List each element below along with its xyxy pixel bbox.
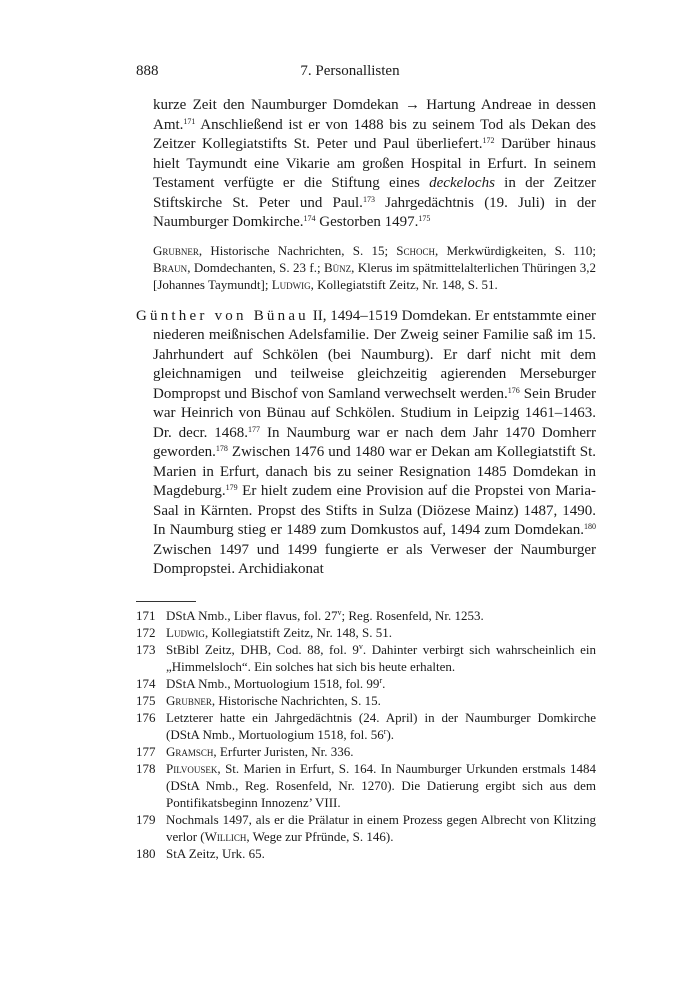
footnote-separator xyxy=(136,601,196,602)
footnote: 180 StA Zeitz, Urk. 65. xyxy=(136,846,265,861)
footnote: 171 DStA Nmb., Liber flavus, fol. 27$^v$; Reg. Rosenfeld, Nr. 1253. xyxy=(136,608,484,623)
footnote-ref[interactable]: 179 xyxy=(225,483,238,492)
footnote: 178 Pilvousek, St. Marien in Erfurt, S. 164. In Naumburger Urkunden erstmals 1484 (DStA Nmb., Reg. Rosenfeld, Nr. 1270). Die Datierung ergibt sich aus dem Pontifikatsbeginn Innozenz’ VIII. xyxy=(136,761,596,810)
footnote: 177 Gramsch, Erfurter Juristen, Nr. 336. xyxy=(136,744,354,759)
footnote-ref[interactable]: 178 xyxy=(215,444,228,453)
bibliography-note: Grubner, Historische Nachrichten, S. 15; Schoch, Merkwürdigkeiten, S. 110; Braun, Domdechanten, S. 23 f.; Bünz, Klerus im spätmittelalterlichen Thüringen 3,2 [Johannes Taymundt]; Ludwig, Kollegiatstift Zeitz, Nr. 148, S. 51. xyxy=(153,242,596,292)
footnote: 179 Nochmals 1497, als er die Prälatur in einem Prozess gegen Albrecht von Klitzing verlor (Willich, Wege zur Pfründe, S. 146). xyxy=(136,812,596,844)
entry-name: Günther von Bünau xyxy=(136,307,309,324)
footnote-ref[interactable]: 177 xyxy=(248,424,261,434)
footnote: 176 Letzterer hatte ein Jahrgedächtnis (24. April) in der Naumburger Domkirche (DStA Nmb., Mortuologium 1518, fol. 56$^r$). xyxy=(136,710,596,742)
footnotes xyxy=(136,607,596,862)
page-number: 888 xyxy=(136,63,159,79)
footnote: 174 DStA Nmb., Mortuologium 1518, fol. 99$^r$. xyxy=(136,676,386,691)
cross-reference-arrow-icon: → xyxy=(404,97,420,113)
footnote-ref[interactable]: 173 xyxy=(362,194,375,204)
biography-entry: Günther von Bünau II, 1494–1519 Domdekan. Er entstammte einer niederen meißnischen Adelsfamilie. Der Zweig seiner Familie saß im 15. Jahrhundert auf Schkölen (bei Naumburg). Er darf nicht mit dem gleichnamigen und teilweise gleichzeitig agierenden Merseburger Dompropst und Bischof von Samland verwechselt werden.$^{176}$ Sein Bruder war Heinrich von Bünau auf Schkölen. Studium in Leipzig 1461–1463. Dr. decr. 1468.$^{177}$ In Naumburg war er nach dem Jahr 1470 Domherr geworden.$^{178}$ Zwischen 1476 und 1480 war er Dekan am Kollegiatstift St. Marien in Erfurt, danach bis zu seiner Resignation 1485 Domdekan in Magdeburg.$^{179}$ Er hielt zudem eine Provision auf die Propstei von Maria-Saal in Kärnten. Propst des Stifts in Sulza (Diözese Mainz) 1487, 1490. In Naumburg stieg er 1489 zum Domkustos auf, 1494 zum Domdekan.$^{180}$ Zwischen 1497 und 1499 fungierte er als Verweser der Naumburger Dompropstei. Archidiakonat xyxy=(136,307,596,577)
footnote-ref[interactable]: 174 xyxy=(303,214,316,223)
footnote: 175 Grubner, Historische Nachrichten, S. 15. xyxy=(136,693,381,708)
paragraph-continuation: kurze Zeit den Naumburger Domdekan → Hartung Andreae in dessen Amt.$^{171}$ Anschließend ist er von 1488 bis zu seinem Tod als Dekan des Zeitzer Kollegiatstifts St. Peter und Paul überliefert.$^{172}$ Darüber hinaus hielt Taymundt eine Vikarie am großen Hospital in Erfurt. In seinem Testament verfügte er die Stiftung eines deckelochs in der Zeitzer Stiftskirche St. Peter und Paul.$^{173}$ Jahrgedächtnis (19. Juli) in der Naumburger Domkirche.$^{174}$ Gestorben 1497.$^{175}$ xyxy=(153,97,596,230)
footnote: 172 Ludwig, Kollegiatstift Zeitz, Nr. 148, S. 51. xyxy=(136,625,392,640)
running-head: 7. Personallisten xyxy=(300,63,400,79)
footnote: 173 StBibl Zeitz, DHB, Cod. 88, fol. 9$^v$. Dahinter verbirgt sich wahrscheinlich ein „Himmelsloch“. Ein solches hat sich bis heute erhalten. xyxy=(136,642,596,674)
footnote-ref[interactable]: 176 xyxy=(507,385,520,395)
footnote-ref[interactable]: 180 xyxy=(584,522,596,531)
footnote-ref[interactable]: 171 xyxy=(183,116,196,126)
main-text xyxy=(136,96,596,580)
footnote-ref[interactable]: 172 xyxy=(482,136,495,145)
footnote-ref[interactable]: 175 xyxy=(418,214,431,223)
